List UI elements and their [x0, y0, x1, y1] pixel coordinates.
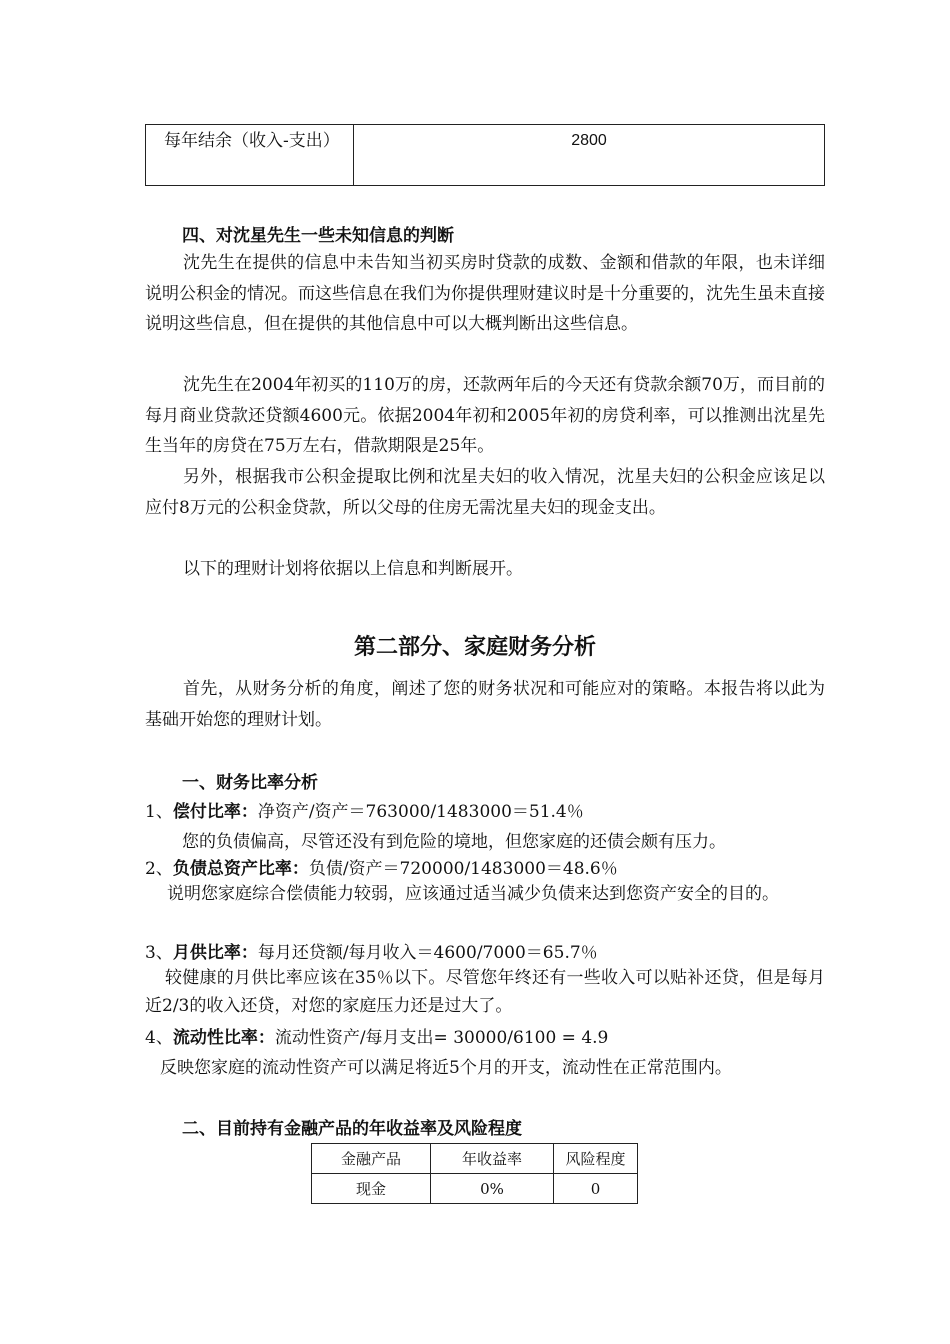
col-header-risk: 风险程度 [554, 1144, 638, 1174]
part2-intro: 首先，从财务分析的角度，阐述了您的财务状况和可能应对的策略。本报告将以此为基础开始您的理财计划。 [145, 679, 825, 730]
ratio-label: 偿付比率： [172, 802, 258, 822]
surplus-label: 每年结余（收入-支出） [146, 125, 354, 186]
ratio-item-1: 1、偿付比率：净资产/资产＝763000/1483000＝51.4％ [145, 802, 584, 822]
col-header-yield: 年收益率 [431, 1144, 554, 1174]
surplus-value: 2800 [354, 125, 825, 186]
ratio-formula: 负债/资产＝720000/1483000＝48.6％ [308, 859, 618, 879]
products-table [311, 1143, 638, 1204]
section4-paragraph-2: 沈先生在2004年初买的110万的房，还款两年后的今天还有贷款余额70万，而目前的每月商业贷款还贷额4600元。依据2004年初和2005年初的房贷利率，可以推测出沈星先生当年的房贷在75万左右，借款期限是25年。 [145, 375, 825, 456]
ratio-desc-4: 反映您家庭的流动性资产可以满足将近5个月的开支，流动性在正常范围内。 [160, 1058, 732, 1078]
products-heading: 二、目前持有金融产品的年收益率及风险程度 [182, 1119, 522, 1139]
cell-yield: 0% [431, 1174, 554, 1204]
surplus-table [145, 124, 825, 186]
cell-risk: 0 [554, 1174, 638, 1204]
table-header-row [312, 1144, 638, 1174]
col-header-product: 金融产品 [312, 1144, 431, 1174]
table-row [146, 125, 825, 186]
table-row [312, 1174, 638, 1204]
section4-paragraph-1: 沈先生在提供的信息中未告知当初买房时贷款的成数、金额和借款的年限，也未详细说明公积金的情况。而这些信息在我们为你提供理财建议时是十分重要的，沈先生虽未直接说明这些信息，但在提供的其他信息中可以大概判断出这些信息。 [145, 253, 825, 334]
part2-title: 第二部分、家庭财务分析 [353, 634, 596, 660]
ratio-label: 流动性比率： [172, 1028, 275, 1048]
ratio-label: 负债总资产比率： [172, 859, 309, 879]
ratio-desc-3: 较健康的月供比率应该在35％以下。尽管您年终还有一些收入可以贴补还贷，但是每月近2/3的收入还贷，对您的家庭压力还是过大了。 [145, 968, 825, 1016]
section4-paragraph-3: 另外，根据我市公积金提取比例和沈星夫妇的收入情况，沈星夫妇的公积金应该足以应付8万元的公积金贷款，所以父母的住房无需沈星夫妇的现金支出。 [145, 467, 825, 518]
ratio-label: 月供比率： [172, 943, 258, 963]
ratio-item-3: 3、月供比率：每月还贷额/每月收入＝4600/7000＝65.7％ [145, 943, 598, 963]
ratio-item-2: 2、负债总资产比率：负债/资产＝720000/1483000＝48.6％ [145, 859, 618, 879]
ratio-formula: 流动性资产/每月支出= 30000/6100 = 4.9 [274, 1028, 609, 1048]
ratio-formula: 每月还贷额/每月收入＝4600/7000＝65.7％ [257, 943, 598, 963]
ratio-heading: 一、财务比率分析 [182, 773, 318, 793]
ratio-desc-2: 说明您家庭综合偿债能力较弱，应该通过适当减少负债来达到您资产安全的目的。 [167, 884, 779, 904]
ratio-item-4: 4、流动性比率：流动性资产/每月支出= 30000/6100 = 4.9 [145, 1028, 609, 1048]
ratio-formula: 净资产/资产＝763000/1483000＝51.4％ [257, 802, 584, 822]
cell-product: 现金 [312, 1174, 431, 1204]
section4-paragraph-4: 以下的理财计划将依据以上信息和判断展开。 [183, 559, 523, 579]
section4-heading: 四、对沈星先生一些未知信息的判断 [182, 226, 454, 246]
ratio-desc-1: 您的负债偏高，尽管还没有到危险的境地，但您家庭的还债会颇有压力。 [182, 832, 726, 852]
